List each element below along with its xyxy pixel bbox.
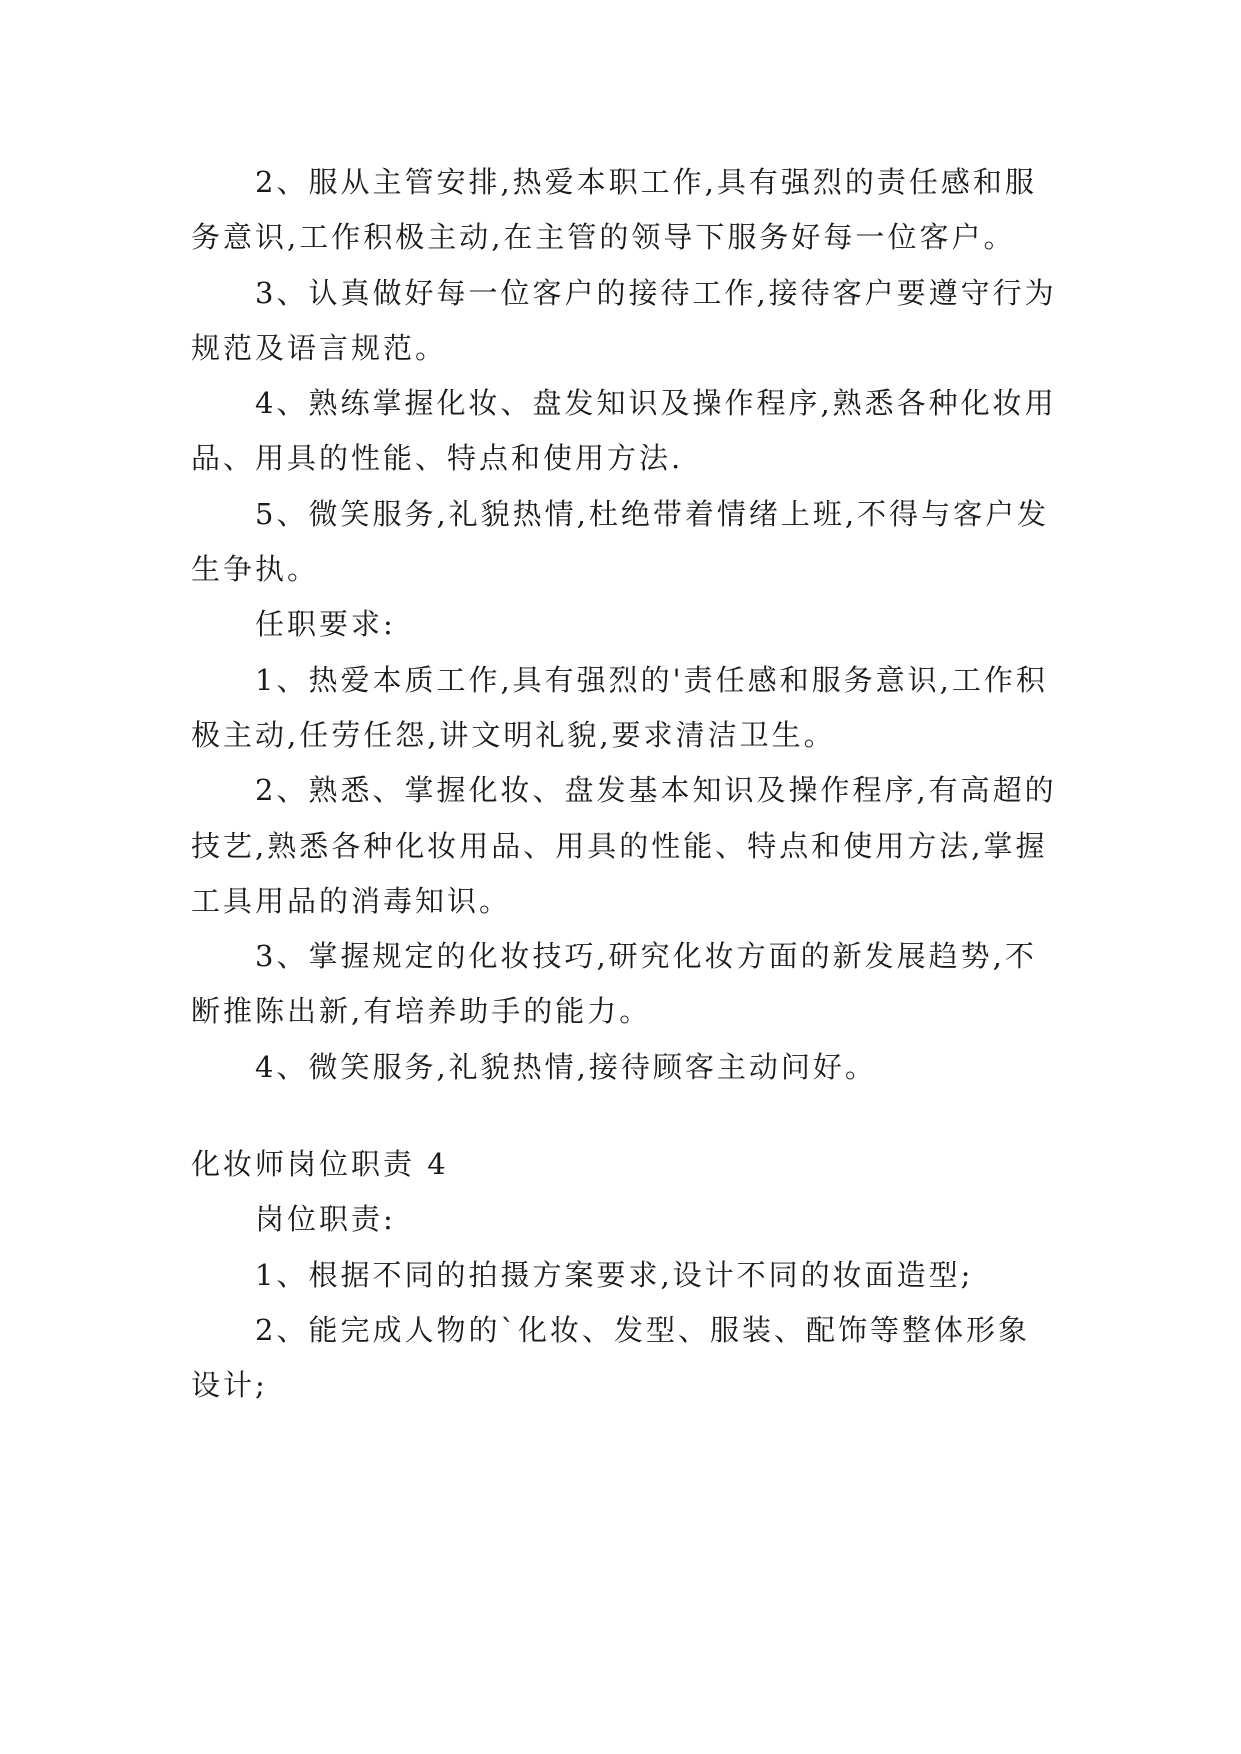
paragraph-requirement-2: 2、熟悉、掌握化妆、盘发基本知识及操作程序,有高超的技艺,熟悉各种化妆用品、用具的性能、特点和使用方法,掌握工具用品的消毒知识。 (191, 773, 1057, 918)
paragraph-requirement-4: 4、微笑服务,礼貌热情,接待顾客主动问好。 (255, 1049, 877, 1084)
paragraph-requirement-1: 1、热爱本质工作,具有强烈的'责任感和服务意识,工作积极主动,任劳任怨,讲文明礼貌,要求清洁卫生。 (191, 662, 1048, 752)
paragraph-duty-3: 3、认真做好每一位客户的接待工作,接待客户要遵守行为规范及语言规范。 (191, 275, 1057, 365)
paragraph-duty-5: 5、微笑服务,礼貌热情,杜绝带着情绪上班,不得与客户发生争执。 (191, 496, 1050, 587)
paragraph-section4-duty-1: 1、根据不同的拍摄方案要求,设计不同的妆面造型; (255, 1257, 974, 1292)
paragraph-requirement-3: 3、掌握规定的化妆技巧,研究化妆方面的新发展趋势,不断推陈出新,有培养助手的能力。 (191, 939, 1037, 1029)
paragraph-duty-2: 2、服从主管安排,热爱本职工作,具有强烈的责任感和服务意识,工作积极主动,在主管的领导下服务好每一位客户。 (191, 165, 1037, 255)
requirements-heading: 任职要求: (255, 607, 396, 642)
duties-heading: 岗位职责: (255, 1202, 396, 1237)
section-title: 化妆师岗位职责 4 (191, 1147, 449, 1182)
paragraph-section4-duty-2: 2、能完成人物的`化妆、发型、服装、配饰等整体形象设计; (191, 1312, 1030, 1403)
document-body (191, 155, 1061, 1414)
paragraph-duty-4: 4、熟练掌握化妆、盘发知识及操作程序,熟悉各种化妆用品、用具的性能、特点和使用方法. (191, 386, 1057, 476)
section-spacer (191, 1095, 1061, 1137)
